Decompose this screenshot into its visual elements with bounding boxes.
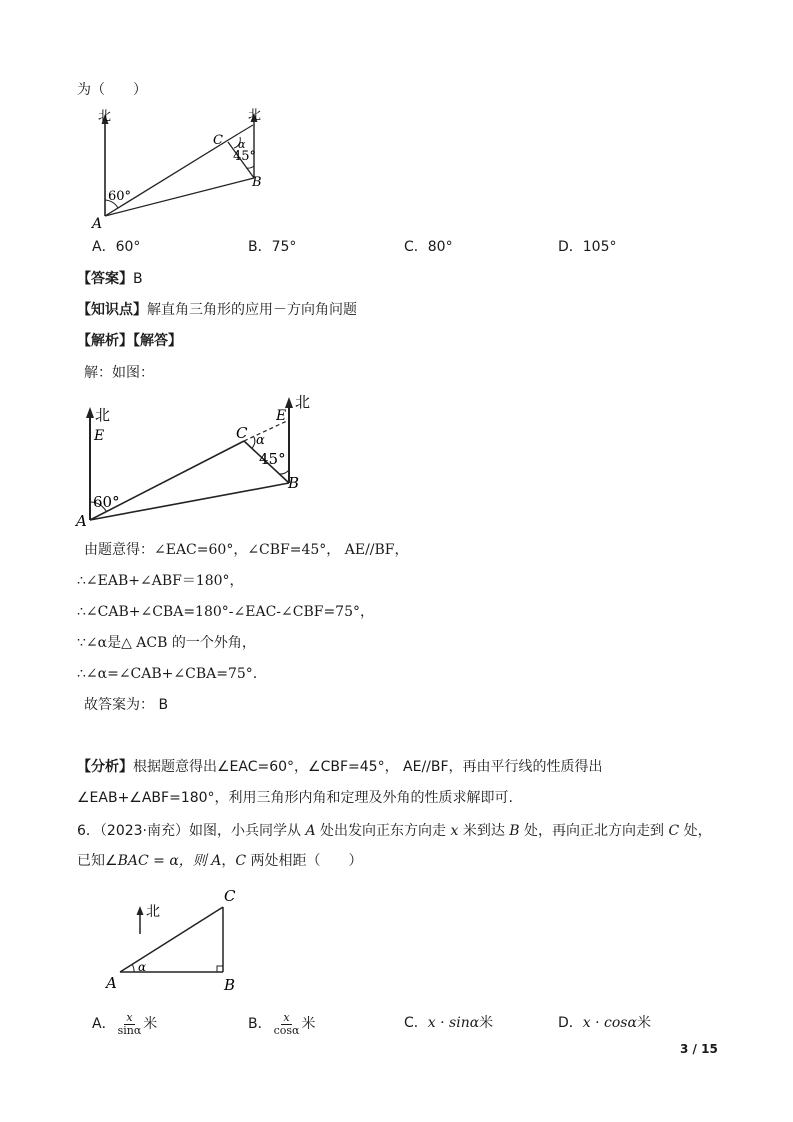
alpha-label: α	[256, 433, 265, 448]
q6-option-b-prefix: B．	[248, 1016, 272, 1032]
q6-option-c-unit: 米	[479, 1015, 494, 1031]
north-label-a: 北	[98, 109, 112, 124]
point-c-label: C	[213, 133, 223, 148]
option-c: C．80°	[404, 239, 453, 255]
point-c-label: C	[224, 887, 236, 905]
q6-var-a-2: A	[211, 853, 222, 869]
q6-text-1c: 米到达	[458, 823, 510, 839]
angle-45-arc	[246, 166, 254, 168]
answer-value: B	[133, 271, 143, 287]
alpha-label: α	[238, 138, 246, 151]
q6-option-a-fraction	[117, 1012, 143, 1037]
alpha-label: α	[138, 960, 147, 974]
angle-60-label: 60°	[108, 189, 132, 204]
north-label-b: 北	[248, 108, 262, 123]
q6-option-b-fraction	[273, 1012, 301, 1037]
solution-line-6: 故答案为： B	[84, 697, 169, 713]
north-label-b: 北	[295, 393, 311, 411]
q6-var-b: B	[509, 823, 520, 839]
q6-option-d	[558, 1014, 651, 1032]
answer-tag: 【答案】	[77, 271, 133, 287]
alpha-arc	[132, 964, 134, 972]
segment-ac	[120, 907, 223, 972]
q6-var-a: A	[305, 823, 316, 839]
north-label-a: 北	[95, 406, 111, 424]
q6-option-b-denominator: cosα	[273, 1023, 300, 1037]
q6-option-d-unit: 米	[636, 1015, 651, 1031]
point-b-label: B	[224, 976, 236, 994]
angle-45-label: 45°	[233, 149, 257, 164]
solution-intro: 解：如图：	[84, 365, 154, 381]
q6-option-b-unit: 米	[301, 1016, 316, 1032]
option-b: B．75°	[248, 239, 297, 255]
north-label: 北	[146, 904, 160, 920]
fenxi-row-1	[77, 758, 603, 776]
right-angle-mark	[217, 966, 223, 972]
q6-option-b	[248, 1010, 315, 1038]
segment-c-extension	[238, 125, 253, 134]
q6-var-c: C	[668, 823, 680, 839]
q6-option-a-unit: 米	[143, 1016, 158, 1032]
solution-line-1: 由题意得：∠EAC=60°，∠CBF=45°， AE//BF，	[84, 542, 409, 558]
q6-angle-bac: BAC	[117, 853, 149, 869]
q6-text-2b: = α，则	[148, 853, 212, 869]
segment-ab	[90, 483, 289, 520]
knowledge-tag: 【知识点】	[77, 302, 147, 318]
figure-1-direction-diagram	[88, 104, 278, 234]
q6-text-1e: 处，	[679, 823, 712, 839]
question-stem-tail: 为（ ）	[77, 82, 147, 98]
q6-option-d-prefix: D．	[558, 1015, 583, 1031]
fenxi-line-1: 根据题意得出∠EAC=60°，∠CBF=45°， AE//BF，再由平行线的性质得出	[133, 759, 603, 775]
q6-option-d-expr: x · cosα	[582, 1015, 637, 1031]
q6-text-1b: 处出发向正东方向走	[315, 823, 451, 839]
angle-45-label: 45°	[259, 450, 286, 468]
point-b-label: B	[288, 474, 300, 492]
q6-text-1d: 处，再向正北方向走到	[519, 823, 669, 839]
q6-var-x: x	[450, 823, 459, 839]
solution-line-2: ∴∠EAB+∠ABF＝180°，	[77, 573, 244, 589]
page-number: 3 / 15	[680, 1042, 718, 1056]
q6-text-2a: 已知∠	[77, 853, 118, 869]
q6-var-c-2: C	[235, 853, 247, 869]
point-e-label-a: E	[94, 428, 105, 444]
north-arrowhead-a	[86, 407, 94, 418]
point-a-label: A	[106, 974, 117, 992]
figure-3-right-triangle	[100, 882, 250, 994]
answer-row	[77, 270, 143, 288]
q6-option-b-numerator: x	[283, 1010, 290, 1024]
solution-tag: 【解答】	[133, 333, 182, 349]
figure-2-solution-diagram	[72, 390, 322, 530]
analysis-tag: 【解析】	[77, 333, 133, 349]
fenxi-line-2: ∠EAB+∠ABF=180°，利用三角形内角和定理及外角的性质求解即可.	[77, 790, 513, 806]
q6-text-1a: 6．（2023·南充）如图，小兵同学从	[77, 823, 306, 839]
q6-option-a-prefix: A．	[92, 1016, 116, 1032]
q6-line-2	[77, 852, 363, 870]
q6-option-a-denominator: sinα	[117, 1023, 142, 1037]
option-a: A．60°	[92, 239, 141, 255]
solution-line-3: ∴∠CAB+∠CBA=180°-∠EAC-∠CBF=75°，	[77, 604, 374, 620]
north-arrowhead	[137, 906, 144, 915]
north-arrowhead-b	[285, 397, 293, 408]
angle-60-label: 60°	[93, 493, 120, 511]
angle-alpha-arc	[252, 437, 255, 448]
q6-line-1	[77, 822, 712, 840]
fenxi-tag: 【分析】	[77, 759, 133, 775]
q6-option-c-expr: x · sinα	[427, 1015, 480, 1031]
q6-option-c	[404, 1014, 493, 1032]
point-c-label: C	[236, 424, 248, 442]
option-d: D．105°	[558, 239, 617, 255]
point-a-label: A	[92, 216, 103, 232]
solution-line-5: ∴∠α=∠CAB+∠CBA=75°.	[77, 666, 258, 682]
point-a-label: A	[76, 512, 87, 530]
solution-line-4: ∵∠α是△ ACB 的一个外角，	[77, 635, 256, 651]
q6-text-2d: 两处相距（ ）	[246, 853, 363, 869]
q6-option-a	[92, 1010, 157, 1038]
point-e-label-b: E	[276, 408, 287, 424]
knowledge-row	[77, 301, 357, 319]
q6-text-2c: ，	[221, 853, 236, 869]
knowledge-text: 解直角三角形的应用－方向角问题	[147, 302, 357, 318]
q6-option-a-numerator: x	[126, 1010, 133, 1024]
q6-option-c-prefix: C．	[404, 1015, 428, 1031]
point-b-label: B	[252, 175, 262, 190]
analysis-heading	[77, 332, 182, 350]
